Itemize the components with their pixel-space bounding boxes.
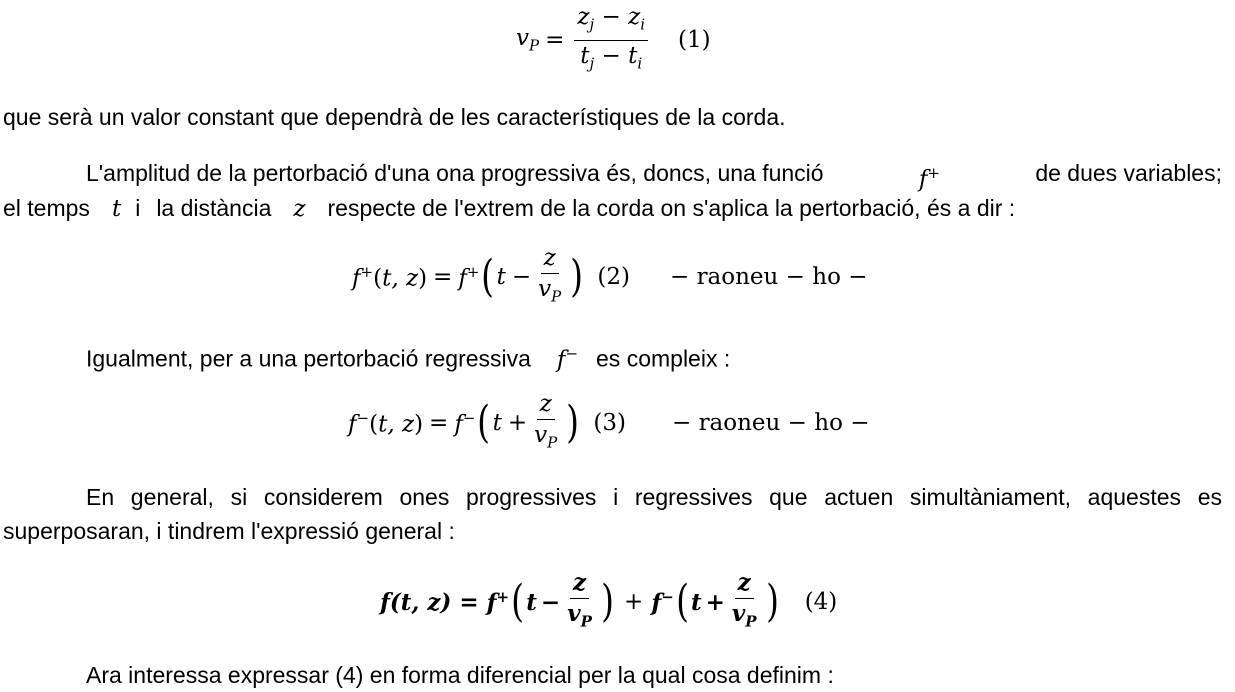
paragraph-3: Igualment, per a una pertorbació regressiva f− es compleix : (86, 344, 731, 373)
paragraph-2-line-2: el temps t i la distància z respecte de l'extrem de la corda on s'aplica la pertorbació, és a dir : (3, 195, 1016, 222)
eq4-fraction-2: $\frac{z}{v_P}$ (731, 568, 757, 631)
eq3-fraction: $\frac{z}{v_P}$ (534, 390, 558, 452)
paragraph-4-line-2: superposaran, i tindrem l'expressió general : (3, 518, 455, 544)
paragraph-5: Ara interessa expressar (4) en forma diferencial per la qual cosa definim : (86, 662, 834, 688)
p2-text-b: de dues variables; (1035, 160, 1222, 186)
equation-2: f+(t, z) = f+ ( t − $\frac{z}{v_P}$ ) (2) − raoneu − ho − (352, 244, 868, 310)
p3-f-minus: f− (556, 344, 579, 373)
p2-f-plus: f+ (918, 164, 940, 193)
eq4-label: (4) (804, 589, 838, 615)
p2-text-a: L'amplitud de la pertorbació d'una ona progressiva és, doncs, una funció (86, 160, 824, 186)
equation-4: f(t, z) = f+ ( t − $\frac{z}{v_P}$ ) + f− ( t + $\frac{z}{v_P}$ ) (4) (380, 568, 837, 636)
equation-1 (516, 4, 711, 76)
eq2-fraction: $\frac{z}{v_P}$ (538, 244, 562, 306)
p2-z-var: z (293, 196, 306, 222)
eq1-equals: = (545, 27, 565, 53)
eq4-fraction-1: $\frac{z}{v_P}$ (567, 568, 592, 631)
eq2-comment: − raoneu − ho − (669, 264, 868, 290)
eq1-lhs: $v_P$ (516, 25, 540, 55)
paragraph-1: que serà un valor constant que dependrà de les característiques de la corda. (3, 104, 786, 130)
equation-3: f−(t, z) = f− ( t + $\frac{z}{v_P}$ ) (3) − raoneu − ho − (348, 390, 870, 456)
eq1-label: (1) (678, 27, 711, 53)
eq1-fraction: $\frac{z_j - z_i}{t_j - t_i}$ (574, 4, 648, 76)
p2-t-var: t (111, 196, 122, 222)
eq2-label: (2) (597, 264, 630, 290)
paragraph-4-line-1: En general, si considerem ones progressives i regressives que actuen simultàniament, aquestes es (86, 484, 1222, 510)
eq3-label: (3) (593, 410, 626, 436)
eq3-comment: − raoneu − ho − (671, 410, 870, 436)
